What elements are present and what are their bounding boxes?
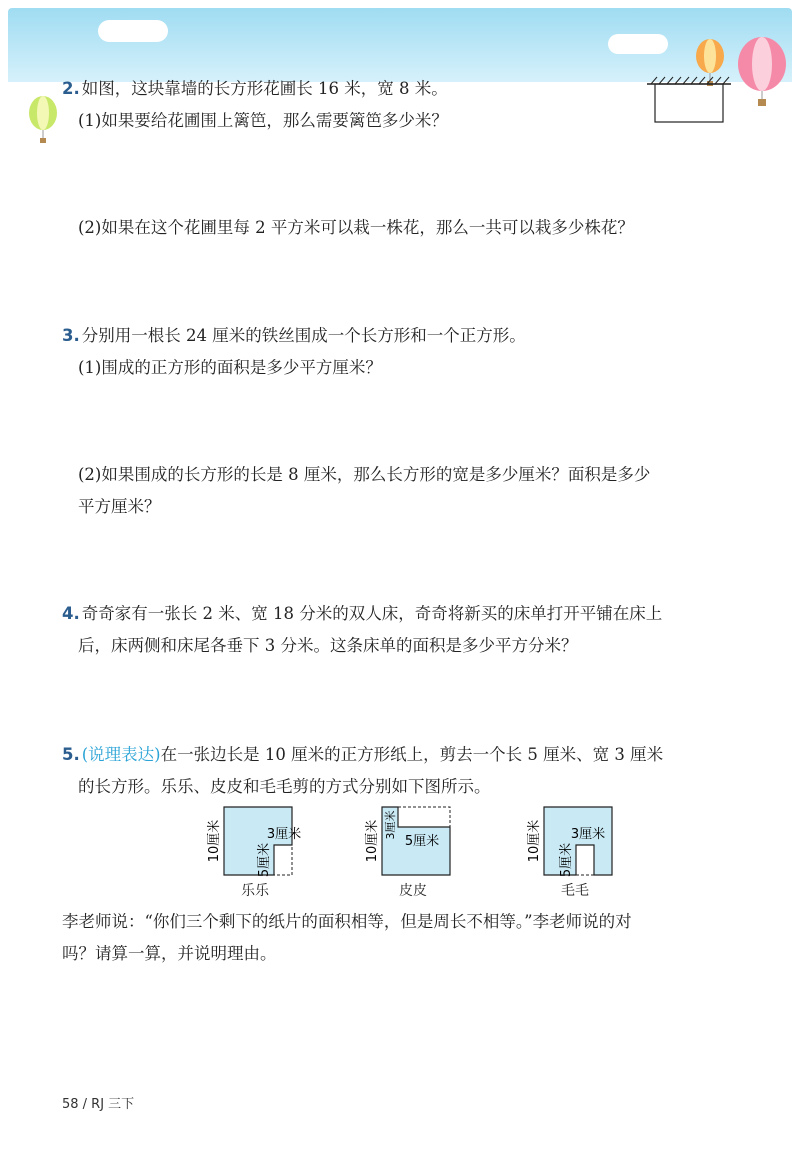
question-5-line-3: 李老师说：“你们三个剩下的纸片的面积相等，但是周长不相等。”李老师说的对 (62, 912, 632, 931)
figure-maomao (520, 805, 630, 880)
question-number: 2. (62, 79, 80, 98)
cut-height-label: 5厘米 (559, 842, 574, 878)
page-footer: 58 / RJ 三下 (62, 1097, 135, 1112)
question-2-part-2: (2)如果在这个花圃里每 2 平方米可以栽一株花，那么一共可以栽多少株花？ (78, 218, 634, 237)
side-length-label: 10厘米 (365, 819, 380, 863)
question-5-line-2: 的长方形。乐乐、皮皮和毛毛剪的方式分别如下图所示。 (78, 777, 491, 796)
question-3-part-2-line-1: (2)如果围成的长方形的长是 8 厘米，那么长方形的宽是多少厘米？面积是多少 (78, 465, 651, 484)
figure-name-pipi: 皮皮 (399, 883, 427, 899)
question-number: 5. (62, 745, 80, 764)
question-2-part-1: (1)如果要给花圃围上篱笆，那么需要篱笆多少米？ (78, 111, 448, 130)
question-4-line-2: 后，床两侧和床尾各垂下 3 分米。这条床单的面积是多少平方分米？ (78, 636, 578, 655)
cut-width-label: 3厘米 (266, 827, 302, 842)
garden-wall-diagram (645, 74, 735, 128)
question-5-line-4: 吗？请算一算，并说明理由。 (62, 944, 277, 963)
figure-name-lele: 乐乐 (241, 883, 269, 899)
question-tag: (说理表达) (81, 745, 161, 764)
figure-name-maomao: 毛毛 (561, 883, 589, 899)
question-3-stem: 3. 分别用一根长 24 厘米的铁丝围成一个长方形和一个正方形。 (62, 326, 526, 345)
cut-width-label: 3厘米 (384, 810, 397, 840)
question-5-line-1: 5. (说理表达)在一张边长是 10 厘米的正方形纸上，剪去一个长 5 厘米、宽 3 厘米 (62, 745, 664, 764)
question-4-line-1: 4. 奇奇家有一张长 2 米、宽 18 分米的双人床，奇奇将新买的床单打开平铺在床上 (62, 604, 663, 623)
side-length-label: 10厘米 (527, 819, 542, 863)
question-2-stem: 2. 如图，这块靠墙的长方形花圃长 16 米，宽 8 米。 (62, 79, 448, 98)
balloon-icon (25, 95, 65, 145)
side-length-label: 10厘米 (207, 819, 222, 863)
cut-height-label: 5厘米 (404, 834, 440, 849)
figure-lele (200, 805, 310, 880)
question-number: 3. (62, 326, 80, 345)
figure-pipi (358, 805, 468, 880)
question-number: 4. (62, 604, 80, 623)
cut-height-label: 5厘米 (257, 842, 272, 878)
header-sky-band (8, 8, 792, 82)
cloud-icon (608, 34, 668, 54)
question-3-part-1: (1)围成的正方形的面积是多少平方厘米？ (78, 358, 382, 377)
cloud-icon (98, 20, 168, 42)
question-3-part-2-line-2: 平方厘米？ (78, 497, 161, 516)
cut-width-label: 3厘米 (570, 827, 606, 842)
